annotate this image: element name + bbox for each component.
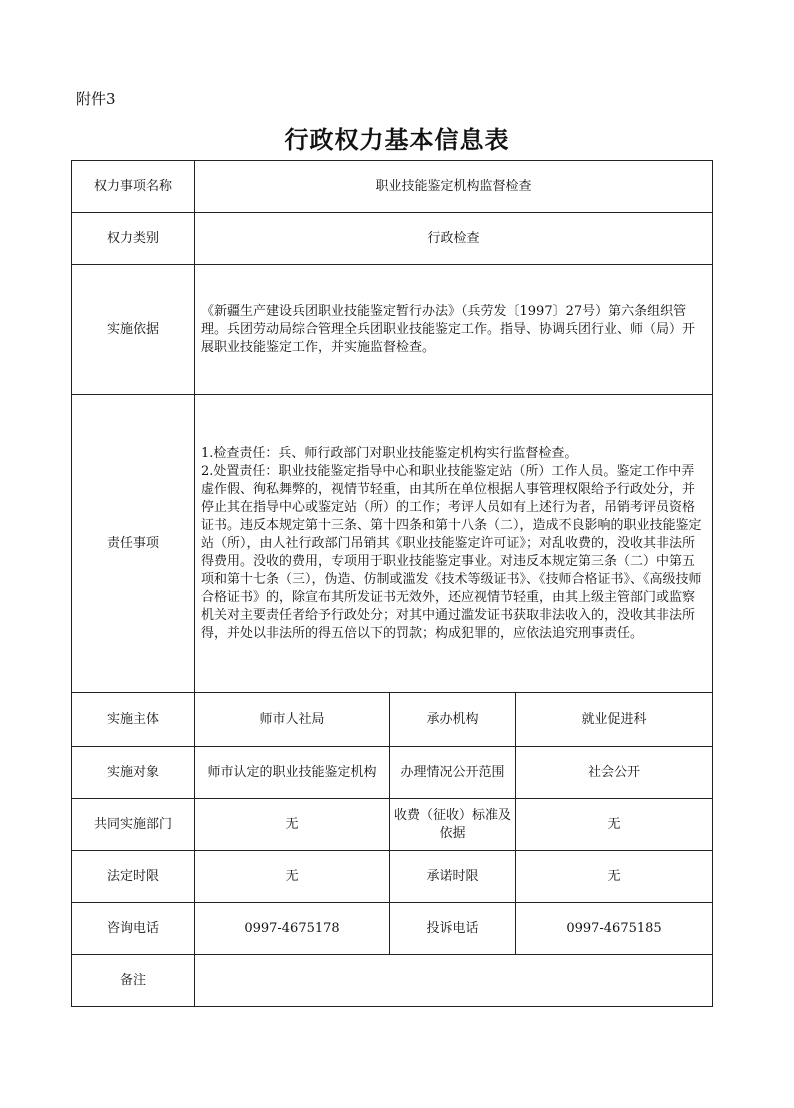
consult-phone-label: 咨询电话 xyxy=(72,903,195,955)
responsibility-item-2: 2.处置责任：职业技能鉴定指导中心和职业技能鉴定站（所）工作人员。鉴定工作中弄虚作假、徇私舞弊的，视情节轻重，由其所在单位根据人事管理权限给予行政处分，并停止其在指导中心或鉴定站（所）的工作；考评人员如有上述行为者，吊销考评员资格证书。违反本规定第十三条、第十四条和第十八条（二），造成不良影响的职业技能鉴定站（所），由人社行政部门吊销其《职业技能鉴定许可证》；对乱收费的，没收其非法所得费用。没收的费用，专项用于职业技能鉴定事业。对违反本规定第三条（二）中第五项和第十七条（三），伪造、仿制或滥发《技术等级证书》、《技师合格证书》、《高级技师合格证书》的，除宣布其所发证书无效外，还应视情节轻重，由其上级主管部门或监察机关对主要责任者给予行政处分；对其中通过滥发证书获取非法收入的，没收其非法所得，并处以非法所的得五倍以下的罚款；构成犯罪的，应依法追究刑事责任。 xyxy=(201,463,702,641)
promise-limit-label: 承诺时限 xyxy=(390,851,516,903)
agency-label: 承办机构 xyxy=(390,693,516,747)
remark-value xyxy=(195,955,713,1007)
joint-label: 共同实施部门 xyxy=(72,799,195,851)
promise-limit-value: 无 xyxy=(516,851,713,903)
row-remark xyxy=(72,955,713,1007)
row-joint xyxy=(72,799,713,851)
agency-value: 就业促进科 xyxy=(516,693,713,747)
item-name-label: 权力事项名称 xyxy=(72,161,195,213)
remark-label: 备注 xyxy=(72,955,195,1007)
page-title: 行政权力基本信息表 xyxy=(284,125,510,154)
category-value: 行政检查 xyxy=(195,213,713,265)
fee-value: 无 xyxy=(516,799,713,851)
legal-limit-label: 法定时限 xyxy=(72,851,195,903)
target-value: 师市认定的职业技能鉴定机构 xyxy=(195,747,390,799)
subject-label: 实施主体 xyxy=(72,693,195,747)
responsibility-item-1: 1.检查责任：兵、师行政部门对职业技能鉴定机构实行监督检查。 xyxy=(201,445,578,461)
row-category xyxy=(72,213,713,265)
row-basis xyxy=(72,265,713,395)
joint-value: 无 xyxy=(195,799,390,851)
disclosure-label: 办理情况公开范围 xyxy=(390,747,516,799)
responsibility-label: 责任事项 xyxy=(72,395,195,693)
complaint-phone-value: 0997-4675185 xyxy=(516,903,713,955)
item-name-value: 职业技能鉴定机构监督检查 xyxy=(195,161,713,213)
row-item-name xyxy=(72,161,713,213)
info-table xyxy=(71,160,713,1007)
row-responsibility xyxy=(72,395,713,693)
row-target xyxy=(72,747,713,799)
row-phone xyxy=(72,903,713,955)
legal-limit-value: 无 xyxy=(195,851,390,903)
fee-label: 收费（征收）标准及依据 xyxy=(390,799,516,851)
basis-label: 实施依据 xyxy=(72,265,195,395)
basis-value: 《新疆生产建设兵团职业技能鉴定暂行办法》（兵劳发〔1997〕27号）第六条组织管理。兵团劳动局综合管理全兵团职业技能鉴定工作。指导、协调兵团行业、师（局）开展职业技能鉴定工作，并实施监督检查。 xyxy=(195,265,713,395)
consult-phone-value: 0997-4675178 xyxy=(195,903,390,955)
complaint-phone-label: 投诉电话 xyxy=(390,903,516,955)
target-label: 实施对象 xyxy=(72,747,195,799)
subject-value: 师市人社局 xyxy=(195,693,390,747)
row-subject xyxy=(72,693,713,747)
row-legal-limit xyxy=(72,851,713,903)
responsibility-value xyxy=(195,395,713,693)
attachment-label: 附件3 xyxy=(76,90,116,108)
category-label: 权力类别 xyxy=(72,213,195,265)
disclosure-value: 社会公开 xyxy=(516,747,713,799)
